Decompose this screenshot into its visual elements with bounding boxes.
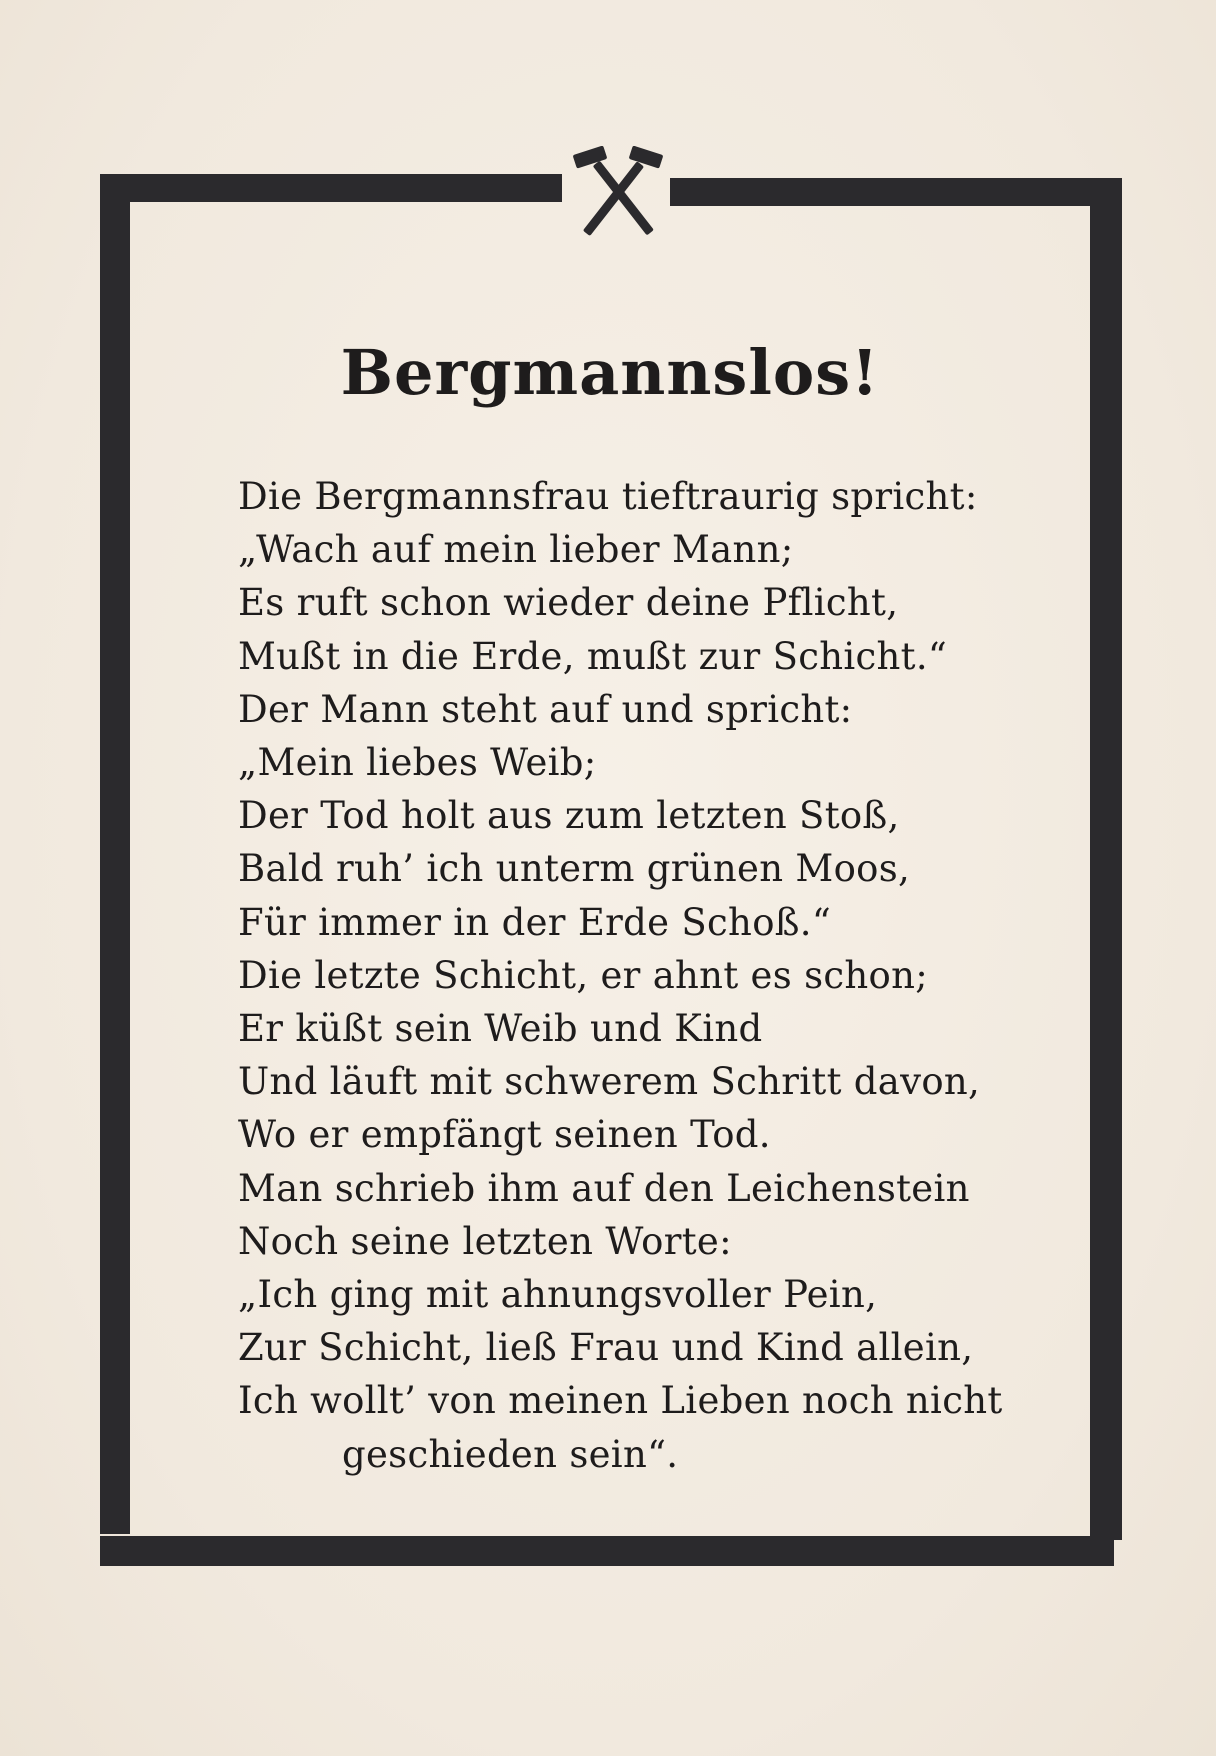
poem-line: Und läuft mit schwerem Schritt davon,	[238, 1060, 981, 1104]
frame-top-right-bar	[670, 178, 1122, 206]
poem-line: „Ich ging mit ahnungsvoller Pein,	[238, 1273, 878, 1317]
frame-bottom-bar	[100, 1536, 1114, 1566]
poem-line: Er küßt sein Weib und Kind	[238, 1007, 763, 1051]
poem-line: Für immer in der Erde Schoß.“	[238, 900, 832, 944]
poem-line: Man schrieb ihm auf den Leichenstein	[238, 1166, 970, 1210]
poem-line: Noch seine letzten Worte:	[238, 1219, 732, 1263]
frame-top-left-bar	[112, 174, 562, 202]
poem-line: Zur Schicht, ließ Frau und Kind allein,	[238, 1326, 974, 1370]
poem-line: geschieden sein“.	[342, 1432, 679, 1476]
poem-line: Mußt in die Erde, mußt zur Schicht.“	[238, 634, 948, 678]
poem-line: Ich wollt’ von meinen Lieben noch nicht	[238, 1379, 1003, 1423]
poem-line: Der Tod holt aus zum letzten Stoß,	[238, 794, 900, 838]
poem-body	[238, 470, 1058, 1481]
poem-line: Die Bergmannsfrau tieftraurig spricht:	[238, 475, 978, 518]
poem-line: Bald ruh’ ich unterm grünen Moos,	[238, 847, 911, 891]
frame-right-bar	[1090, 178, 1122, 1540]
poem-line: Der Mann steht auf und spricht:	[238, 687, 853, 731]
poem-line: Wo er empfängt seinen Tod.	[238, 1113, 771, 1157]
hammer-and-pick-icon	[572, 146, 664, 238]
poem-line: Die letzte Schicht, er ahnt es schon;	[238, 953, 928, 997]
poem-line: „Mein liebes Weib;	[238, 741, 597, 785]
poem-line: Es ruft schon wieder deine Pflicht,	[238, 581, 899, 625]
frame-left-bar	[100, 174, 130, 1534]
poem-line: „Wach auf mein lieber Mann;	[238, 528, 794, 572]
poem-title: Bergmannslos!	[340, 336, 880, 409]
